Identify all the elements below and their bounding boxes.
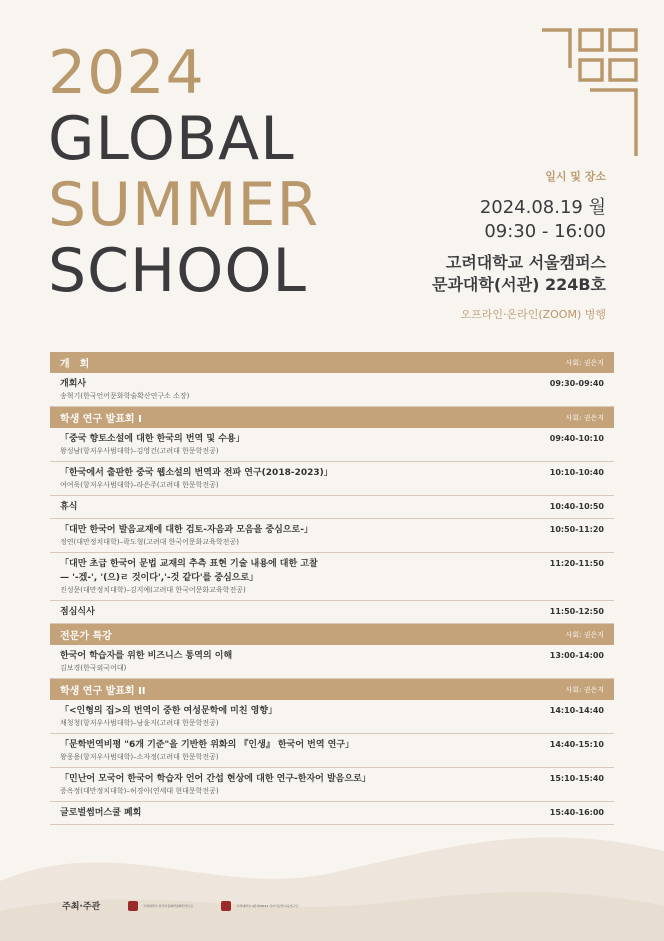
title-school: SCHOOL	[48, 236, 307, 306]
schedule-row	[50, 802, 614, 825]
schedule-table	[50, 352, 614, 825]
row-title: 「민난어 모국어 한국어 학습자 언어 간섭 현상에 대한 연구-한자어 발음으로」	[60, 774, 371, 784]
event-date: 2024.08.19 월	[479, 197, 606, 218]
schedule-row	[50, 496, 614, 519]
row-title: 「중국 향토소설에 대한 한국의 번역 및 수용」	[60, 434, 245, 444]
section-chair: 사회: 권은지	[565, 358, 604, 367]
pattern-emblem-icon	[540, 26, 640, 158]
section-chair: 사회: 권은지	[565, 685, 604, 694]
section-title: 전문가 특강	[60, 631, 112, 642]
row-title: 「대만 한국어 발음교재에 대한 검토-자음과 모음을 중심으로-」	[60, 525, 313, 535]
row-title: 한국어 학습자를 위한 비즈니스 통역의 이해	[60, 651, 233, 661]
row-presenter: 채청청(항저우사범대학)–남윤지(고려대 한문학전공)	[60, 719, 219, 727]
title-summer: SUMMER	[48, 170, 320, 240]
row-time: 15:10-15:40	[549, 774, 604, 783]
event-mode: 오프라인·온라인(ZOOM) 병행	[460, 308, 606, 321]
event-time: 09:30 - 16:00	[484, 221, 606, 242]
schedule-row	[50, 519, 614, 553]
section-chair: 사회: 권은지	[565, 630, 604, 639]
row-time: 13:00-14:00	[549, 651, 604, 660]
host-label: 주최·주관	[62, 902, 101, 912]
row-presenter: 증옥정(대만정치대학)–허경아(연세대 현대문학전공)	[60, 787, 219, 795]
row-title: 「문학번역비평 "6개 기준"을 기반한 위화의 『인생』 한국어 번역 연구」	[60, 740, 355, 750]
organizer-2-name: 고려대학교 4단계 BK21 국어국문학교육연구단	[236, 903, 299, 908]
section-header-opening	[50, 352, 614, 373]
organizer-1	[128, 901, 193, 911]
row-title: 휴식	[60, 502, 78, 512]
section-title: 학생 연구 발표회 I	[60, 414, 142, 425]
row-time: 10:50-11:20	[549, 525, 604, 534]
schedule-row	[50, 700, 614, 734]
schedule-row	[50, 428, 614, 462]
row-presenter: 왕성남(항저우사범대학)–김영건(고려대 한문학전공)	[60, 447, 219, 455]
section-header-lecture	[50, 624, 614, 645]
row-title-continued: — '-겠-', '(으)ㄹ 것이다','-것 같다'를 중심으로」	[60, 573, 259, 583]
row-time: 14:10-14:40	[549, 706, 604, 715]
row-title: 「<인형의 집>의 번역이 중한 여성문학에 미친 영향」	[60, 706, 278, 716]
row-time: 10:10-10:40	[549, 468, 604, 477]
title-global: GLOBAL	[48, 104, 295, 174]
schedule-row	[50, 601, 614, 624]
section-header-student-2	[50, 679, 614, 700]
row-presenter: 송혁기(한국언어문화학술확산연구소 소장)	[60, 392, 190, 400]
schedule-row	[50, 645, 614, 679]
row-presenter: 여여욱(항저우사범대학)–라은주(고려대 한문학전공)	[60, 481, 219, 489]
university-logo-icon	[221, 901, 231, 911]
section-title: 개 회	[60, 359, 90, 370]
row-presenter: 정연(대만정치대학)–곽도형(고려대 한국어문화교육학전공)	[60, 538, 239, 546]
row-time: 11:20-11:50	[549, 559, 604, 568]
row-title: 개회사	[60, 379, 87, 389]
row-time: 14:40-15:10	[549, 740, 604, 749]
title-year: 2024	[48, 38, 205, 108]
row-title: 글로벌썸머스쿨 폐회	[60, 808, 142, 818]
row-time: 09:40-10:10	[549, 434, 604, 443]
row-title: 점심식사	[60, 607, 95, 617]
row-time: 09:30-09:40	[549, 379, 604, 388]
section-chair: 사회: 권은지	[565, 413, 604, 422]
row-time: 15:40-16:00	[549, 808, 604, 817]
section-title: 학생 연구 발표회 II	[60, 686, 146, 697]
university-logo-icon	[128, 901, 138, 911]
row-presenter: 왕웅용(항저우사범대학)–소자정(고려대 한문학전공)	[60, 753, 219, 761]
row-time: 10:40-10:50	[549, 502, 604, 511]
schedule-row	[50, 734, 614, 768]
background-wave	[0, 811, 664, 941]
organizer-1-name: 고려대학교 한국어문화학술확산연구소	[143, 903, 194, 908]
schedule-row	[50, 462, 614, 496]
venue-line-1: 고려대학교 서울캠퍼스	[445, 253, 606, 272]
row-title: 「한국에서 출판한 중국 웹소설의 번역과 전파 연구(2018-2023)」	[60, 468, 333, 478]
date-venue-info	[432, 168, 606, 322]
section-header-student-1	[50, 407, 614, 428]
venue-line-2: 문과대학(서관) 224B호	[432, 275, 606, 294]
row-time: 11:50-12:50	[549, 607, 604, 616]
row-presenter: 김보경(한국외국어대)	[60, 664, 127, 672]
organizer-2	[221, 901, 298, 911]
schedule-row	[50, 553, 614, 601]
row-title: 「대만 초급 한국어 문법 교재의 추측 표현 기술 내용에 대한 고찰	[60, 559, 318, 569]
event-title	[48, 40, 319, 304]
footer-hosts	[62, 899, 326, 912]
info-label: 일시 및 장소	[545, 170, 606, 183]
schedule-row	[50, 768, 614, 802]
row-presenter: 진성문(대만정치대학)–김지예(고려대 한국어문화교육학전공)	[60, 586, 246, 594]
schedule-row	[50, 373, 614, 407]
